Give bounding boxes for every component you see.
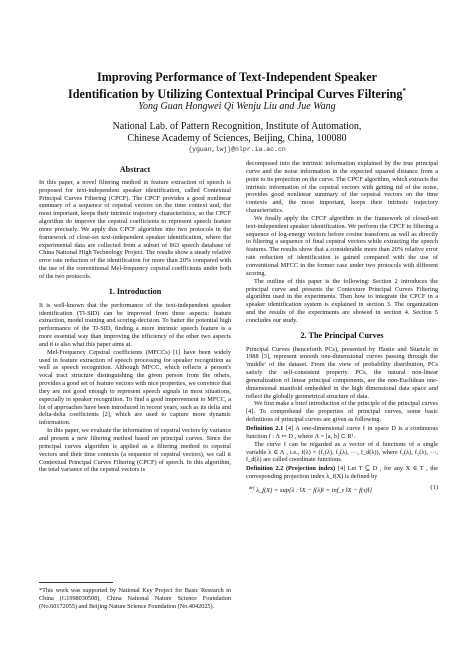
section-2-paragraph-1: Principal Curves (henceforth PCs), presented by Hastie and Stuetzle in 1988 [3], represent smooth one-dimensional curves passing through the 'middle' of the dataset. From the view of probability distribution, PCs satisfy the self-consistent property. PCs, the natural non-linear generalization of linear principal components, are the non-Euclidean one-dimensional manifold embedded in the high dimensional data space and reflect the globally geometrical structure of data. xyxy=(246,345,438,400)
equation-1-def-label: def xyxy=(249,484,255,490)
definition-2-1-label: Definition 2.1 xyxy=(246,425,284,432)
definition-2-1-text: [4] A one-dimensional curve f in space D is a continuous function f : Λ ↦ D , where Λ = [a, b] ⊂ R¹. xyxy=(246,425,439,440)
right-paragraph-2: We finally apply the CPCF algorithm in the framework of closed-set text-independent speaker identification. We perform the CPCF to filtering a sequence of log-energy vectors before cosine transform as well as directly to filtering a sequence of final cepstral vectors while extracting the speech features. The results show that a considerable more than 20% relative error rate reduction of identification is gained compared with the use of conventional MFCC in the former case under two protocols with different scoring. xyxy=(246,214,438,277)
equation-1 xyxy=(246,484,438,495)
equation-1-formula: λ_f(X) = sup{λ : ‖X − f(λ)‖ = inf_τ ‖X − f(τ)‖} xyxy=(256,487,373,495)
author-email: {yguan,lwj}@nlpr.ia.ac.cn xyxy=(188,146,286,153)
definition-2-2-label: Definition 2.2 (Projection index) xyxy=(246,465,336,473)
intro-paragraph-1: It is well-known that the performance of the text-independent speaker identification (TI-SID) can be improved from three aspects: feature extraction, model training and scoring-decision. To batter the potential high performance of the TI-SID, finding a more intrinsic speech feature is a more essential way than improving the efficiency of the other two aspects and it is also what this paper aims at. xyxy=(39,301,231,348)
footnote xyxy=(39,587,231,610)
author-list: Yong Guan Hongwei Qi Wenju Liu and Jue Wang xyxy=(138,101,336,112)
section-1-heading: 1. Introduction xyxy=(108,286,162,296)
equation-1-number: (1) xyxy=(430,483,438,491)
intro-paragraph-2: Mel-Frequency Cepstral coefficients (MFCCs) [1] have been widely used in feature extraction of speech processing for speaker recognition as well as speech recognition. Although MFCC, which reflects a person's vocal tract structure distinguishing the given person from the others, provides a good set of feature vectors with nice properties, we convince that they are not good enough to represent speech signals in most situations, especially in speaker recognition. To find a good improvement to MFCC, a lot of approaches have been introduced in recent years, such as its delta and delta-delta coefficients [2], which are used to capture more dynamic information. xyxy=(39,348,231,427)
footnote-text: This work was supported by National Key Project for Basic Research in China (G1998030508), China National Nature Science Foundation (No.60172055) and Beijing Nature Science Foundation (No.4042025). xyxy=(39,587,231,610)
affiliation xyxy=(40,121,434,145)
intro-paragraph-3: In this paper, we evaluate the information of cepstral vectors by variance and present a new filtering method based on principal curves. Since the principal curves algorithm is applied as a filtering method to cepstral vectors and their time contexts (a sequence of cepstral vectors), we call it Contextual Principal Curves Filtering (CPCF) of speech. In this algorithm, the total variance of the cepstral vectors is xyxy=(39,427,231,474)
definition-2-2-text: [4] Let T ⊆ D , for any X ∈ T , the corresponding projection index λ_f(X) is defined by xyxy=(246,465,439,481)
title-line-1: Improving Performance of Text-Independent Speaker xyxy=(96,70,378,84)
right-paragraph-3: The outline of this paper is the following: Section 2 introduces the principal curve and presents the Contexture Principal Curves Filtering algorithm used in the experiments. Then how to integrate the CPCF in a speaker identification system is explained in section 3. The organization and the results of the experiments are showed in section 4. Section 5 concludes our study. xyxy=(246,277,438,324)
right-column xyxy=(246,160,438,495)
affiliation-line-2: Chinese Academy of Sciences, Beijing, China, 100080 xyxy=(127,133,347,144)
definition-2-1 xyxy=(246,425,438,441)
title-line-2: Identification by Utilizing Contextual Principal Curves Filtering xyxy=(68,87,403,102)
paper-title xyxy=(40,70,434,101)
abstract-text: In this paper, a novel filtering method in feature extraction of speech is proposed for text-independent speaker identification, called Contextual Principal Curves Filtering (CPCF). The CPCF provides a good nonlinear summary of a sequence of cepstral vectors on the time context and, the most important, keeps their intrinsic trajectory characteristics, so the CPCF algorithm do improve the cepstral coefficients to represent speech feature more precisely. We apply this CPCF algorithm into two protocols in the framework of close-set text-independent speaker identification, where the experimental data are collected from a subset of 863 speech database of China National High Technology Project. The results show a steady relative error rate reduction of the identification for more than 20% compared with the use of the conventional Mel-frequency cepstral coefficients under both of the two protocols. xyxy=(39,178,231,280)
right-paragraph-1: decomposed into the intrinsic information explained by the true principal curve and the noise information in the expected squared distance from a point to its projection on the curve. The CPCF algorithm, which extracts the intrinsic information of the cepstral vectors with getting rid of the noise, provides good nonlinear summary of the cepstral vectors on the time contexts and, the most important, keeps their intrinsic trajectory characteristics. xyxy=(246,160,438,215)
abstract-heading: Abstract xyxy=(119,165,151,174)
affiliation-line-1: National Lab. of Pattern Recognition, Institute of Automation, xyxy=(112,121,362,132)
left-column xyxy=(39,160,231,474)
title-footnote-mark: * xyxy=(402,87,406,95)
footnote-rule xyxy=(39,582,113,583)
definition-2-2 xyxy=(246,465,438,481)
section-2-heading: 2. The Principal Curves xyxy=(300,330,384,340)
definition-2-1-continuation: The curve f can be regarded as a vector of d functions of a single variable λ ∈ Λ , i.e., f(λ) = (f₁(λ), f₂(λ), ···, f_d(λ)), where f₁(λ), f₂(λ), ···, f_d(λ) are called coordinate functions. xyxy=(246,440,438,464)
footnote-mark: * xyxy=(39,587,43,594)
equation-1-body xyxy=(246,484,372,495)
section-2-paragraph-2: We first make a brief introduction of the principle of the principal curves [4]. To comprehend the properties of principal curves, some basic definitions of principal curves are given as following. xyxy=(246,400,438,424)
